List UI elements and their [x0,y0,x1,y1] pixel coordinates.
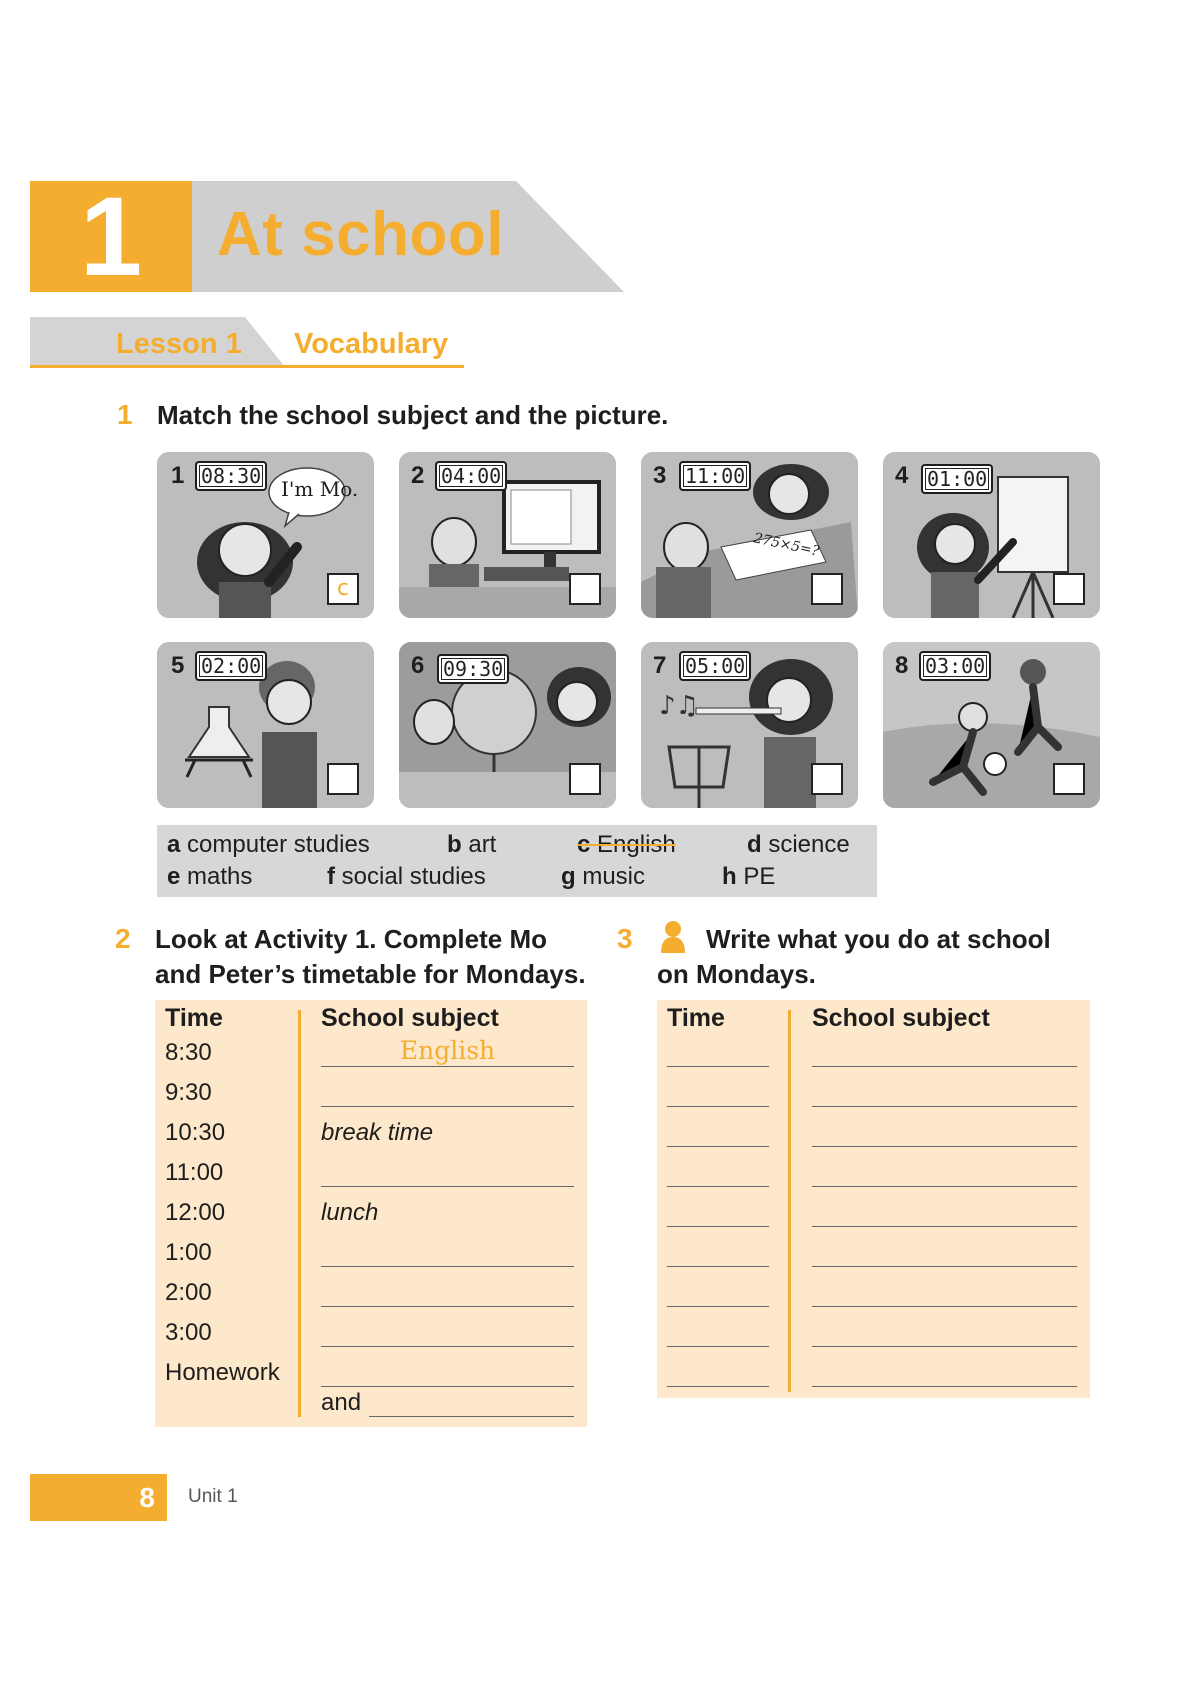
subject-answer-line[interactable] [812,1306,1077,1307]
exercise-3-number: 3 [617,923,633,954]
word-bank-item-used: c English [577,831,676,858]
answer-box-4[interactable] [1053,573,1085,605]
time-cell: 2:00 [165,1279,212,1306]
lesson-label: Lesson 1 [116,328,242,360]
picture-tile-3 [641,452,858,618]
time-cell: 1:00 [165,1239,212,1266]
clock-icon: 04:00 [435,461,507,491]
word-bank-item: f social studies [327,863,486,890]
answer-line[interactable] [321,1306,574,1307]
answer-box-7[interactable] [811,763,843,795]
picture-number: 1 [171,462,185,489]
clock-icon: 05:00 [679,651,751,681]
exercise-3-instruction-line1: Write what you do at school [706,924,1051,954]
time-answer-line[interactable] [667,1386,769,1387]
clock-icon: 02:00 [195,651,267,681]
subject-answer-line[interactable] [812,1146,1077,1147]
picture-number: 2 [411,462,425,489]
subject-answer-line[interactable] [812,1226,1077,1227]
picture-number: 3 [653,462,667,489]
lesson-name: Vocabulary [294,328,449,360]
column-divider [788,1010,791,1392]
picture-tile-6 [399,642,616,808]
time-header: Time [667,1004,725,1032]
time-answer-line[interactable] [667,1306,769,1307]
subject-header: School subject [812,1004,990,1032]
time-answer-line[interactable] [667,1226,769,1227]
time-cell: 9:30 [165,1079,212,1106]
picture-tile-5 [157,642,374,808]
time-cell: 11:00 [165,1159,224,1186]
time-cell: 3:00 [165,1319,212,1346]
picture-number: 4 [895,462,909,489]
picture-number: 7 [653,652,667,679]
subject-header: School subject [321,1004,499,1032]
answer-box-3[interactable] [811,573,843,605]
time-answer-line[interactable] [667,1066,769,1067]
word-bank [157,825,877,897]
speech-bubble-text: I'm Mo. [281,477,359,501]
unit-title: At school [217,200,504,269]
answer-box-8[interactable] [1053,763,1085,795]
answer-line[interactable] [369,1416,574,1417]
clock-icon: 09:30 [437,654,509,684]
answer-line[interactable] [321,1066,574,1067]
page-number: 8 [139,1482,155,1513]
subject-cell: lunch [321,1199,379,1226]
subject-answer-line[interactable] [812,1266,1077,1267]
footer-unit-label: Unit 1 [188,1486,238,1507]
exercise-3-instruction-line2: on Mondays. [657,959,816,989]
time-answer-line[interactable] [667,1146,769,1147]
subject-answer-line[interactable] [812,1066,1077,1067]
answer-box-2[interactable] [569,573,601,605]
timetable-your-mondays [657,1000,1090,1398]
handwritten-answer: English [399,1036,496,1065]
answer-box-6[interactable] [569,763,601,795]
column-divider [298,1010,301,1417]
word-bank-item: h PE [722,863,776,890]
answer-line[interactable] [321,1106,574,1107]
word-bank-item: b art [447,831,497,858]
answer-line[interactable] [321,1186,574,1187]
word-bank-item: a computer studies [167,831,370,858]
picture-tile-1 [157,452,374,618]
time-answer-line[interactable] [667,1346,769,1347]
answer-box-1[interactable]: c [327,573,359,605]
time-cell: 8:30 [165,1039,212,1066]
clock-icon: 01:00 [921,464,993,494]
answer-line[interactable] [321,1346,574,1347]
exercise-1-number: 1 [117,399,133,430]
picture-number: 6 [411,652,425,679]
picture-number: 5 [171,652,185,679]
picture-tile-7 [641,642,858,808]
clock-icon: 11:00 [679,461,751,491]
picture-tile-2 [399,452,616,618]
svg-text:♪♫: ♪♫ [659,691,699,721]
person-icon [660,920,686,954]
time-cell: 12:00 [165,1199,226,1226]
subject-cell: break time [321,1119,434,1146]
word-bank-item: d science [747,831,850,858]
and-label: and [321,1389,362,1416]
clock-icon: 08:30 [195,461,267,491]
time-answer-line[interactable] [667,1266,769,1267]
subject-answer-line[interactable] [812,1106,1077,1107]
time-answer-line[interactable] [667,1106,769,1107]
answer-box-5[interactable] [327,763,359,795]
clock-icon: 03:00 [919,651,991,681]
picture-tile-8 [883,642,1100,808]
timetable-mo-peter [155,1000,587,1427]
exercise-1-instruction: Match the school subject and the picture. [157,400,669,430]
exercise-2-number: 2 [115,923,131,954]
picture-tile-4 [883,452,1100,618]
picture-number: 8 [895,652,909,679]
answer-line[interactable] [321,1266,574,1267]
subject-answer-line[interactable] [812,1186,1077,1187]
word-bank-item: g music [561,863,646,890]
unit-number: 1 [79,174,143,299]
subject-answer-line[interactable] [812,1386,1077,1387]
lesson-underline [30,365,464,368]
time-header: Time [165,1004,223,1032]
subject-answer-line[interactable] [812,1346,1077,1347]
time-answer-line[interactable] [667,1186,769,1187]
answer-line[interactable] [321,1386,574,1387]
math-problem-text: 275×5=? [752,530,821,560]
exercise-2-instruction-line1: Look at Activity 1. Complete Mo [155,924,547,954]
exercise-2-instruction-line2: and Peter’s timetable for Mondays. [155,959,586,989]
time-cell: 10:30 [165,1119,226,1146]
word-bank-item: e maths [167,863,253,890]
time-cell: Homework [165,1359,280,1386]
